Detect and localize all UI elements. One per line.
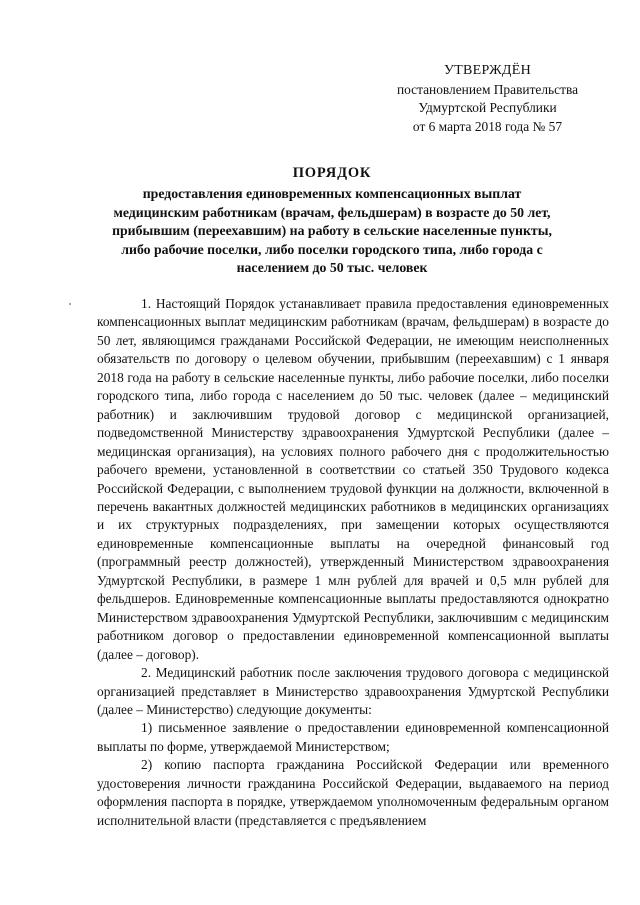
approval-title: УТВЕРЖДЁН	[443, 63, 532, 78]
document-title: ПОРЯДОК	[292, 165, 372, 181]
paragraph-1: 1. Настоящий Порядок устанавливает правила предоставления единовременных компенсационных выплат медицинским работникам (врачам, фельдшерам) в возрасте до 50 лет, являющимся гражданами Российской Федерации, не имеющим неисполненных обязательств по договору о целевом обучении, прибывшим (переехавшим) с 1 января 2018 года на работу в сельские населенные пункты, либо рабочие поселки, либо поселки городского типа, либо города с населением до 50 тыс. человек (далее – медицинский работник) и заключившим трудовой договор с медицинской организацией, подведомственной Министерству здравоохранения Удмуртской Республики (далее – медицинская организация), на условиях полного рабочего дня с продолжительностью рабочего времени, установленной в соответствии со статьей 350 Трудового кодекса Российской Федерации, с выполнением трудовой функции на должности, включенной в перечень вакантных должностей медицинских работников в медицинских организациях и их структурных подразделениях, при замещении которых осуществляются единовременные компенсационные выплаты на очередной финансовый год (программный реестр должностей), утвержденный Министерством здравоохранения Удмуртской Республики, в размере 1 млн рублей для врачей и 0,5 млн рублей для фельдшеров. Единовременные компенсационные выплаты предоставляются однократно Министерством здравоохранения Удмуртской Республики, заключившим с медицинским работником договор о предоставлении единовременной компенсационной выплаты (далее – договор).	[97, 296, 609, 662]
document-body	[97, 295, 609, 830]
paragraph-2-item-1: 1) письменное заявление о предоставлении единовременной компенсационной выплаты по форме, утверждаемой Министерством;	[97, 720, 609, 754]
margin-speck	[69, 303, 71, 305]
approval-date-line: от 6 марта 2018 года № 57	[412, 118, 563, 134]
approval-stamp	[370, 62, 605, 136]
approval-line: Удмуртской Республики	[418, 100, 557, 116]
document-title-block	[112, 164, 552, 277]
approval-line: постановлением Правительства	[396, 81, 579, 97]
paragraph-2-item-2: 2) копию паспорта гражданина Российской Федерации или временного удостоверения личности гражданина Российской Федерации, выдаваемого на период оформления паспорта в порядке, утверждаемом уполномоченным федеральным органом исполнительной власти (представляется с предъявлением	[97, 757, 609, 828]
document-subtitle: предоставления единовременных компенсационных выплат медицинским работникам (врачам, фельдшерам) в возрасте до 50 лет, прибывшим (переехавшим) на работу в сельские населенные пункты, либо рабочие поселки, либо поселки городского типа, либо города с населением до 50 тыс. человек	[112, 186, 552, 276]
paragraph-2: 2. Медицинский работник после заключения трудового договора с медицинской организацией представляет в Министерство здравоохранения Удмуртской Республики (далее – Министерство) следующие документы:	[97, 665, 609, 717]
